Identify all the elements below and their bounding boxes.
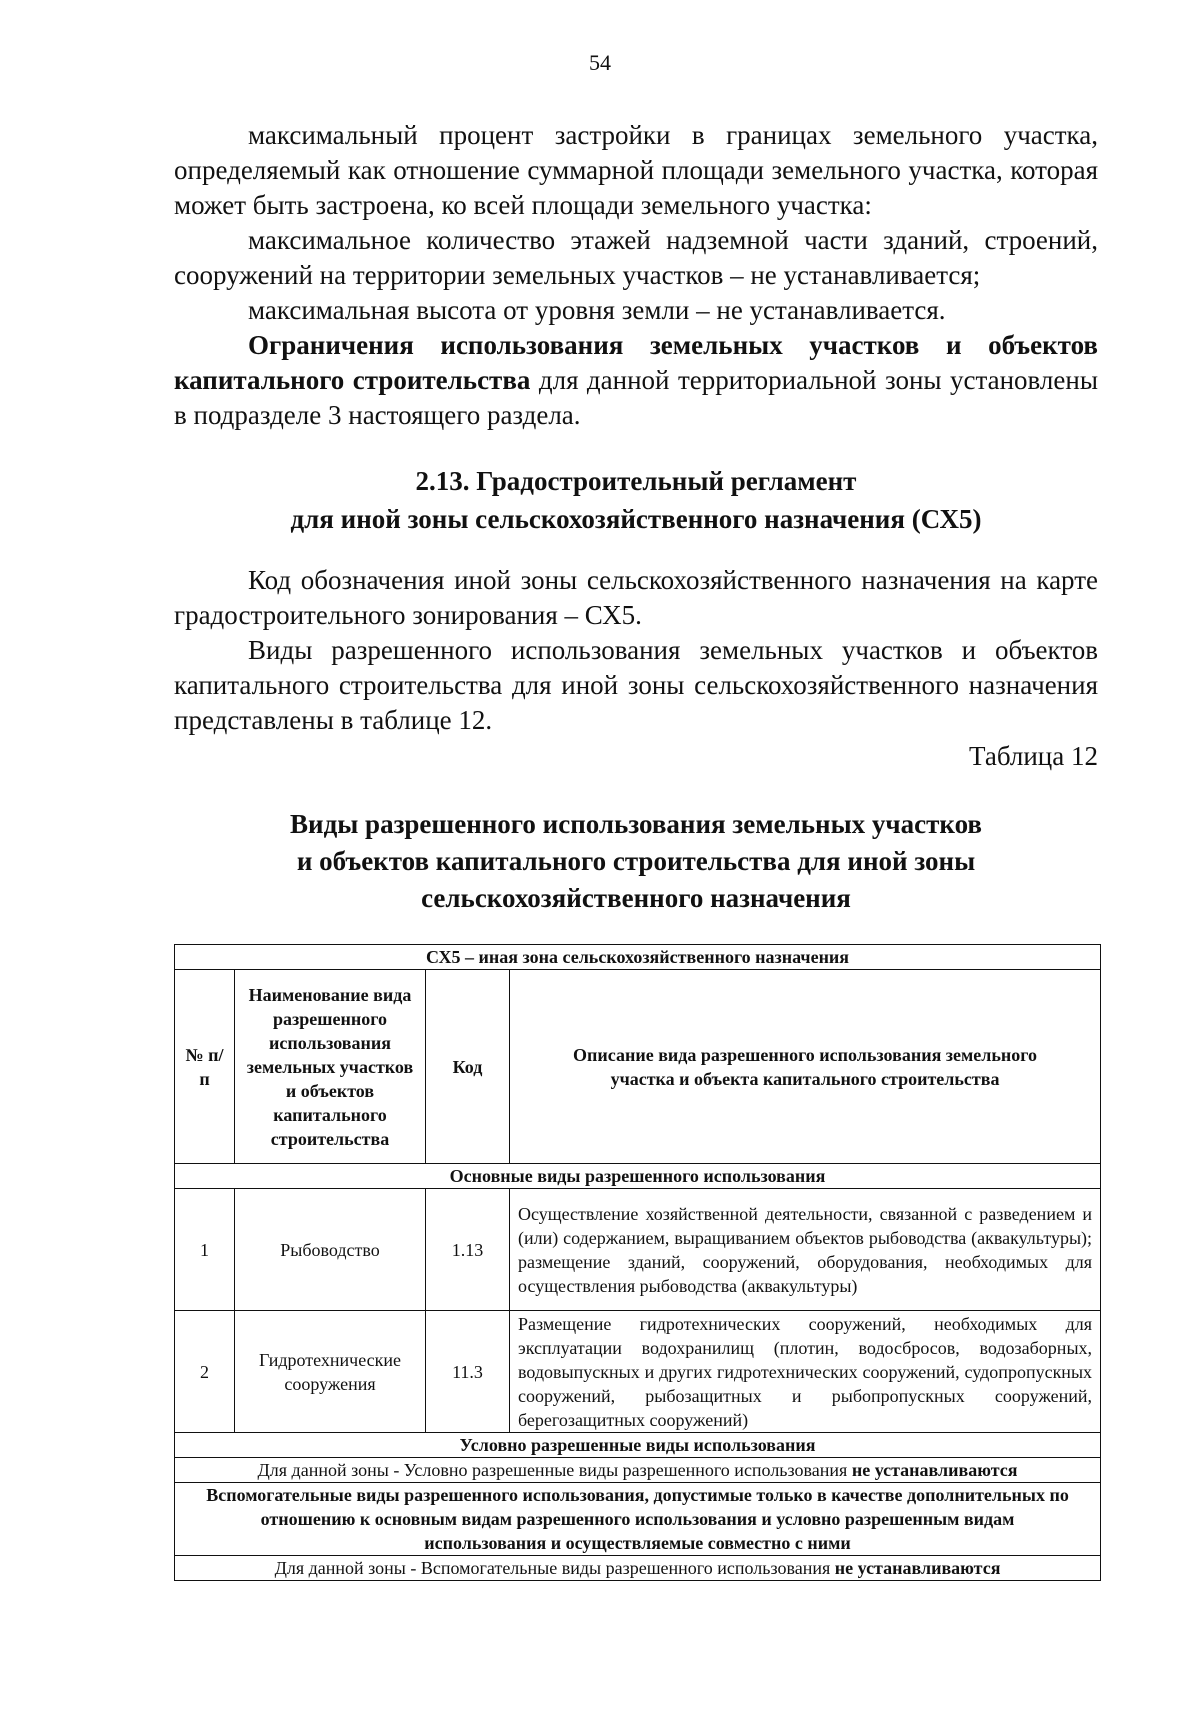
section-title-line: для иной зоны сельскохозяйственного назначения (СХ5)	[290, 504, 982, 534]
regulation-table	[174, 944, 1101, 1581]
restriction-paragraph	[174, 328, 1098, 433]
table-title-line: и объектов капитального строительства для иной зоны	[296, 846, 976, 876]
row-num: 1	[175, 1189, 235, 1311]
row-num: 2	[175, 1311, 235, 1433]
conditional-note-cell	[175, 1458, 1101, 1483]
zone-header-cell: СХ5 – иная зона сельскохозяйственного назначения	[175, 945, 1101, 970]
auxiliary-note-cell	[175, 1556, 1101, 1581]
row-description: Размещение гидротехнических сооружений, необходимых для эксплуатации водохранилищ (плотин, водосбросов, водозаборных, водовыпускных и других гидротехнических сооружений, судопропускных сооружений, рыбозащитных и рыбопропускных сооружений, берегозащитных сооружений)	[510, 1311, 1101, 1433]
paragraph: максимальный процент застройки в границах земельного участка, определяемый как отношение суммарной площади земельного участка, которая может быть застроена, ко всей площади земельного участка:	[174, 120, 1098, 220]
body-text-mid	[174, 563, 1098, 738]
header-name: Наименование вида разрешенного использования земельных участков и объектов капитального строительства	[235, 970, 426, 1164]
table-label: Таблица 12	[969, 741, 1098, 771]
row-code: 1.13	[426, 1189, 510, 1311]
table-title-line: сельскохозяйственного назначения	[421, 883, 851, 913]
restriction-text: для данной территориальной зоны установлены в подразделе 3 настоящего раздела.	[174, 365, 1098, 430]
header-description: Описание вида разрешенного использования земельного участка и объекта капитального строительства	[510, 970, 1101, 1164]
paragraph: максимальное количество этажей надземной части зданий, строений, сооружений на территории земельных участков – не устанавливается;	[174, 225, 1098, 290]
conditional-note-bold: не устанавливаются	[851, 1460, 1018, 1480]
table-title	[174, 806, 1098, 917]
restriction-bold-text: Ограничения использования земельных участков и объектов капитального строительства	[174, 330, 1098, 395]
body-text-top	[174, 118, 1098, 433]
conditional-section-cell: Условно разрешенные виды использования	[175, 1433, 1101, 1458]
row-code: 11.3	[426, 1311, 510, 1433]
auxiliary-section-cell: Вспомогательные виды разрешенного использования, допустимые только в качестве дополнительных по отношению к основным видам разрешенного использования и условно разрешенным видам использования и осуществляемые совместно с ними	[175, 1483, 1101, 1556]
section-title	[174, 462, 1098, 538]
row-description: Осуществление хозяйственной деятельности, связанной с разведением и (или) содержанием, выращиванием объектов рыбоводства (аквакультуры); размещение зданий, сооружений, оборудования, необходимых для осуществления рыбоводства (аквакультуры)	[510, 1189, 1101, 1311]
table-title-line: Виды разрешенного использования земельных участков	[290, 809, 982, 839]
section-title-line: 2.13. Градостроительный регламент	[415, 466, 857, 496]
auxiliary-note-text: Для данной зоны - Вспомогательные виды разрешенного использования	[274, 1558, 835, 1578]
paragraph: максимальная высота от уровня земли – не устанавливается.	[248, 295, 946, 325]
paragraph: Виды разрешенного использования земельных участков и объектов капитального строительства для иной зоны сельскохозяйственного назначения представлены в таблице 12.	[174, 635, 1098, 735]
auxiliary-note-bold: не устанавливаются	[834, 1558, 1001, 1578]
row-name: Рыбоводство	[235, 1189, 426, 1311]
page-number: 54	[589, 50, 611, 75]
conditional-note-text: Для данной зоны - Условно разрешенные виды разрешенного использования	[257, 1460, 852, 1480]
header-num: № п/п	[175, 970, 235, 1164]
header-code: Код	[426, 970, 510, 1164]
main-section-cell: Основные виды разрешенного использования	[175, 1164, 1101, 1189]
paragraph: Код обозначения иной зоны сельскохозяйственного назначения на карте градостроительного зонирования – СХ5.	[174, 565, 1098, 630]
row-name: Гидротехнические сооружения	[235, 1311, 426, 1433]
